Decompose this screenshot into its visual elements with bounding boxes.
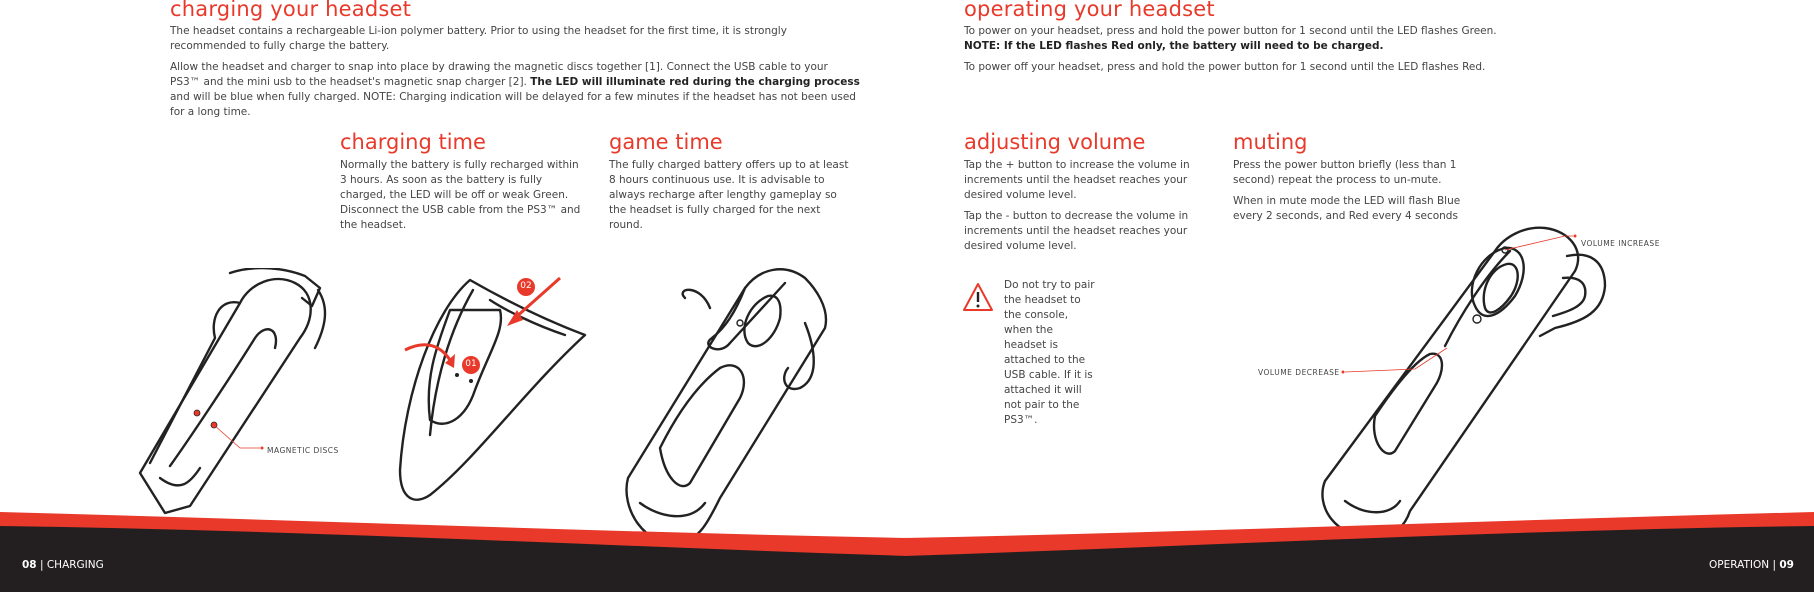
headset-magnetic-discs-illustration (130, 268, 330, 523)
footer-left-sep: | (36, 559, 47, 571)
charging-time-text: Normally the battery is fully recharged within 3 hours. As soon as the battery is fully charged, the LED will be off or weak Green. Disconnect the USB cable from the PS3™ and the headset. (340, 159, 581, 231)
footer-right-label (1709, 559, 1794, 571)
adjusting-volume-text (964, 158, 1204, 254)
section-label-right: OPERATION (1709, 559, 1770, 571)
game-time-text: The fully charged battery offers up to at least 8 hours continuous use. It is advisable to always recharge after lengthy gameplay so the headset is fully charged for the next round. (609, 159, 849, 231)
footer-right-band (904, 508, 1814, 592)
muting-p1: Press the power button briefly (less than 1 second) repeat the process to un-mute. (1233, 159, 1457, 186)
volume-increase-callout: VOLUME INCREASE (1581, 239, 1660, 248)
muting-p2: When in mute mode the LED will flash Blue every 2 seconds, and Red every 4 seconds (1233, 195, 1461, 222)
warning-text: Do not try to pair the headset to the console, when the headset is attached to the USB cable. If it is attached it will not pair to the PS3™. (1004, 279, 1095, 426)
p2-bold: The LED will illuminate red during the charging process (530, 76, 860, 88)
game-time-title: game time (609, 130, 723, 154)
warning-icon (962, 282, 994, 312)
charging-title: charging your headset (170, 0, 412, 21)
operating-title: operating your headset (964, 0, 1215, 21)
footer-left-label (22, 559, 104, 571)
headset-volume-illustration (1315, 226, 1615, 546)
operating-intro (964, 24, 1664, 75)
p2-part-a: Allow the headset and charger to snap into place by drawing the magnetic discs together [1]. Connect the USB cable to your PS3™ and the mini usb to the headset's magnetic snap charger [2]. (170, 61, 828, 88)
badge-01-label: 01 (465, 359, 477, 369)
charging-intro (170, 24, 860, 120)
operating-note (964, 39, 1664, 54)
magnetic-disc-1 (194, 410, 200, 416)
operating-note-bold: NOTE: If the LED flashes Red only, the battery will need to be charged. (964, 40, 1384, 52)
muting-text (1233, 158, 1473, 224)
volume-decrease-callout: VOLUME DECREASE (1258, 368, 1340, 377)
charging-intro-p1: The headset contains a rechargeable Li-ion polymer battery. Prior to using the headset for the first time, it is strongly recommended to fully charge the battery. (170, 25, 787, 52)
footer-right-sep: | (1769, 559, 1780, 571)
volume-p1: Tap the + button to increase the volume in increments until the headset reaches your desired volume level. (964, 159, 1190, 201)
adjusting-volume-title: adjusting volume (964, 130, 1146, 154)
p2-part-c: and will be blue when fully charged. NOTE: Charging indication will be delayed for a few minutes if the headset has not been used for a long time. (170, 91, 856, 118)
footer-left-band (0, 508, 910, 592)
charging-intro-p2 (170, 60, 860, 120)
charging-time-title: charging time (340, 130, 486, 154)
operating-p2: To power off your headset, press and hold the power button for 1 second until the LED flashes Red. (964, 61, 1486, 73)
page-number-left: 08 (22, 559, 37, 571)
badge-02-label: 02 (520, 281, 532, 291)
page-number-right: 09 (1779, 559, 1794, 571)
volume-p2: Tap the - button to decrease the volume in increments until the headset reaches your desired volume level. (964, 210, 1189, 252)
magnetic-discs-callout: MAGNETIC DISCS (267, 446, 339, 455)
operating-p1: To power on your headset, press and hold the power button for 1 second until the LED flashes Green. (964, 25, 1497, 37)
headset-side-illustration (620, 268, 835, 548)
muting-title: muting (1233, 130, 1308, 154)
section-label-left: CHARGING (46, 559, 104, 571)
charger-snap-illustration (395, 270, 595, 510)
